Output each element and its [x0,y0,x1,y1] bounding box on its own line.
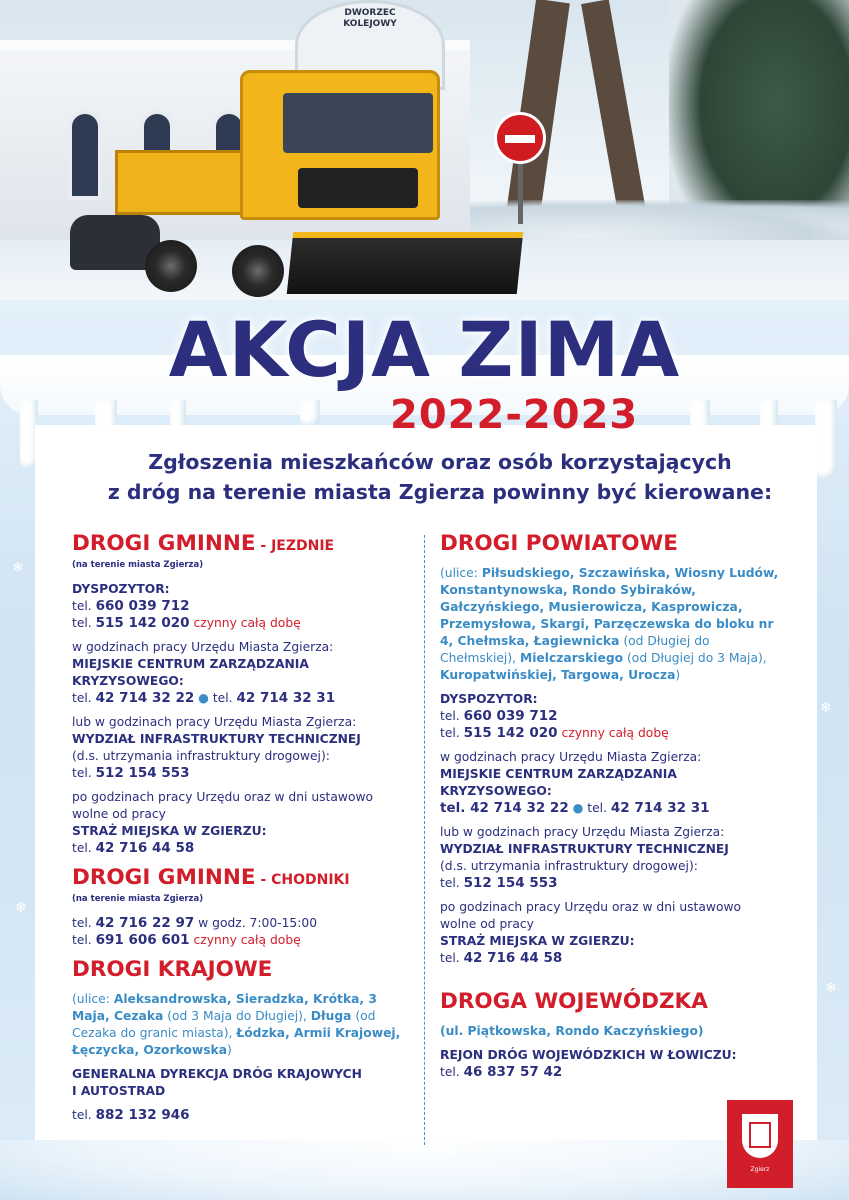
street-text: (od 3 Maja do Długiej), [163,1009,311,1023]
street-text: Aleksandrowska, Sieradzka, Krótka, 3 Maja, Cezaka [72,992,377,1023]
tel-prefix: tel. [440,726,464,740]
truck-windshield [283,93,433,153]
tel-prefix: tel. [72,599,96,613]
heading-sub: - CHODNIKI [255,872,350,888]
office-label: MIEJSKIE CENTRUM ZARZĄDZANIA [440,767,677,781]
section-note: (na terenie miasta Zgierza) [72,894,204,904]
tel-prefix: tel. [72,916,96,930]
section-gminne-chodniki [72,864,417,949]
phone-number: 512 154 553 [463,875,558,891]
section-heading: DROGA WOJEWÓDZKA [440,989,708,1014]
truck-wheel [232,245,284,297]
hours-text: po godzinach pracy Urzędu oraz w dni ustawowo [440,900,742,914]
left-column [72,530,417,1124]
street-text: Kuropatwińskiej, Targowa, Urocza [440,668,676,682]
bullet-dot: ● [194,691,213,705]
season-years: 2022-2023 [390,392,639,438]
phone-line [72,915,417,932]
tel-prefix: tel. [72,616,96,630]
street-list [440,565,785,684]
phone-line [440,875,785,892]
tel-prefix: tel. [440,800,471,816]
tel-prefix: tel. [212,691,237,705]
snow-plow-blade [287,232,524,294]
hours-text: lub w godzinach pracy Urzędu Miasta Zgierza: [72,715,357,729]
snowflake-icon: ❄ [820,700,832,716]
tel-prefix: tel. [440,951,464,965]
phone-number: 515 142 020 [95,615,190,631]
street-list: (ul. Piątkowska, Rondo Kaczyńskiego) [440,1024,704,1038]
tel-prefix: tel. [72,933,96,947]
office-label: WYDZIAŁ INFRASTRUKTURY TECHNICZNEJ [72,732,361,746]
street-text: (ulice: [440,566,482,580]
phone-number: 42 716 44 58 [95,840,195,856]
truck-cab [240,70,440,220]
phone-number: 42 714 32 31 [610,800,710,816]
phone-note: czynny całą dobę [189,933,301,947]
hours-text: w godzinach pracy Urzędu Miasta Zgierza: [72,640,334,654]
phone-line [72,932,417,949]
office-label: STRAŻ MIEJSKA W ZGIERZU: [440,934,635,948]
snowflake-icon: ❄ [15,900,27,916]
phone-line [440,725,785,742]
phone-number: 42 714 32 22 [470,800,569,816]
section-heading [72,864,417,894]
office-label: STRAŻ MIEJSKA W ZGIERZU: [72,824,267,838]
hours-text: lub w godzinach pracy Urzędu Miasta Zgierza: [440,825,725,839]
truck-wheel [145,240,197,292]
street-text: Mielczarskiego [519,651,624,665]
phone-line [72,1107,417,1124]
hours-text: wolne od pracy [72,807,166,821]
section-powiatowe [440,530,785,967]
phone-number: 691 606 601 [95,932,190,948]
street-text: Piłsudskiego, Szczawińska, Wiosny Ludów, Konstantynowska, Rondo Sybiraków, Gałczyńskiego, Musierowicza, Kasprowicza, Przemysłowa, Skargi, Parzęczewska do bloku nr 4, Chełmska, Łagiewnicka [440,566,779,648]
truck-bed [115,150,255,215]
section-gminne-jezdnie [72,530,417,857]
phone-number: 660 039 712 [95,598,190,614]
snowflake-icon: ❄ [825,980,837,996]
phone-line [440,800,785,817]
section-krajowe [72,956,417,1124]
intro-line: Zgłoszenia mieszkańców oraz osób korzystających [148,450,732,474]
phone-line [72,840,417,857]
tel-prefix: tel. [72,841,96,855]
intro-text [60,447,820,507]
office-desc: (d.s. utrzymania infrastruktury drogowej): [72,749,330,763]
tel-prefix: tel. [72,766,96,780]
street-list [72,991,417,1059]
hours-text: w godzinach pracy Urzędu Miasta Zgierza: [440,750,702,764]
street-text: (od Długiej do Chełmskiej), [440,634,710,665]
section-wojewodzka [440,988,785,1081]
phone-number: 515 142 020 [463,725,558,741]
phone-number: 42 716 22 97 [95,915,195,931]
street-text: (od Cezaka do granic miasta), [72,1009,376,1040]
sign-post [518,164,523,224]
phone-line [72,765,417,782]
truck-grille [298,168,418,208]
office-label: I AUTOSTRAD [72,1084,166,1098]
phone-line [440,1064,785,1081]
office-label: REJON DRÓG WOJEWÓDZKICH W ŁOWICZU: [440,1048,737,1062]
phone-number: 42 714 32 22 [95,690,195,706]
icicle [300,400,320,428]
heading-sub: - JEZDNIE [255,538,335,554]
office-label: KRYZYSOWEGO: [72,674,184,688]
phone-line [72,690,417,707]
phone-line [72,615,417,632]
header-photo [0,0,849,330]
office-label: WYDZIAŁ INFRASTRUKTURY TECHNICZNEJ [440,842,729,856]
phone-line [72,598,417,615]
phone-note: w godz. 7:00-15:00 [194,916,318,930]
phone-number: 46 837 57 42 [463,1064,563,1080]
phone-number: 882 132 946 [95,1107,190,1123]
office-label: MIEJSKIE CENTRUM ZARZĄDZANIA [72,657,309,671]
bottom-snow [0,1140,849,1200]
tel-prefix: tel. [440,1065,464,1079]
street-text: ) [675,668,681,682]
city-crest [727,1100,793,1188]
office-label: KRYZYSOWEGO: [440,784,552,798]
street-text: Długa [310,1009,352,1023]
tel-prefix: tel. [440,876,464,890]
bullet-dot: ● [568,801,588,815]
office-label: GENERALNA DYREKCJA DRÓG KRAJOWYCH [72,1067,362,1081]
castle-icon [749,1122,771,1148]
hours-text: po godzinach pracy Urzędu oraz w dni ustawowo [72,790,374,804]
tel-prefix: tel. [72,691,96,705]
no-entry-sign-icon [494,112,546,164]
section-heading [72,530,417,560]
phone-number: 512 154 553 [95,765,190,781]
street-text: (od Długiej do 3 Maja), [623,651,767,665]
section-heading: DROGI KRAJOWE [72,957,273,982]
window [68,110,102,200]
crest-name: Zgierz [750,1166,770,1173]
dispatcher-label: DYSPOZYTOR: [440,692,538,706]
office-desc: (d.s. utrzymania infrastruktury drogowej): [440,859,698,873]
tree-trunk [581,0,647,221]
street-text: (ulice: [72,992,114,1006]
column-divider [424,535,425,1145]
section-heading: DROGI POWIATOWE [440,531,678,556]
snowflake-icon: ❄ [12,560,24,576]
dispatcher-label: DYSPOZYTOR: [72,582,170,596]
right-column [440,530,785,1081]
street-text: Łódzka, Armii Krajowej, Łęczycka, Ozorkowska [72,1026,401,1057]
phone-number: 42 716 44 58 [463,950,563,966]
phone-line [440,950,785,967]
intro-line: z dróg na terenie miasta Zgierza powinny być kierowane: [107,480,773,504]
station-sign: DWORZEC KOLEJOWY [343,8,397,29]
section-note: (na terenie miasta Zgierza) [72,560,204,570]
phone-note: czynny całą dobę [557,726,669,740]
phone-number: 660 039 712 [463,708,558,724]
street-text: ) [227,1043,232,1057]
tel-prefix: tel. [587,801,611,815]
hours-text: wolne od pracy [440,917,534,931]
tel-prefix: tel. [72,1108,96,1122]
heading-main: DROGI GMINNE [72,865,256,890]
phone-note: czynny całą dobę [189,616,301,630]
tel-prefix: tel. [440,709,464,723]
page-title: AKCJA ZIMA [168,305,681,394]
phone-line [440,708,785,725]
phone-number: 42 714 32 31 [236,690,336,706]
heading-main: DROGI GMINNE [72,531,256,556]
